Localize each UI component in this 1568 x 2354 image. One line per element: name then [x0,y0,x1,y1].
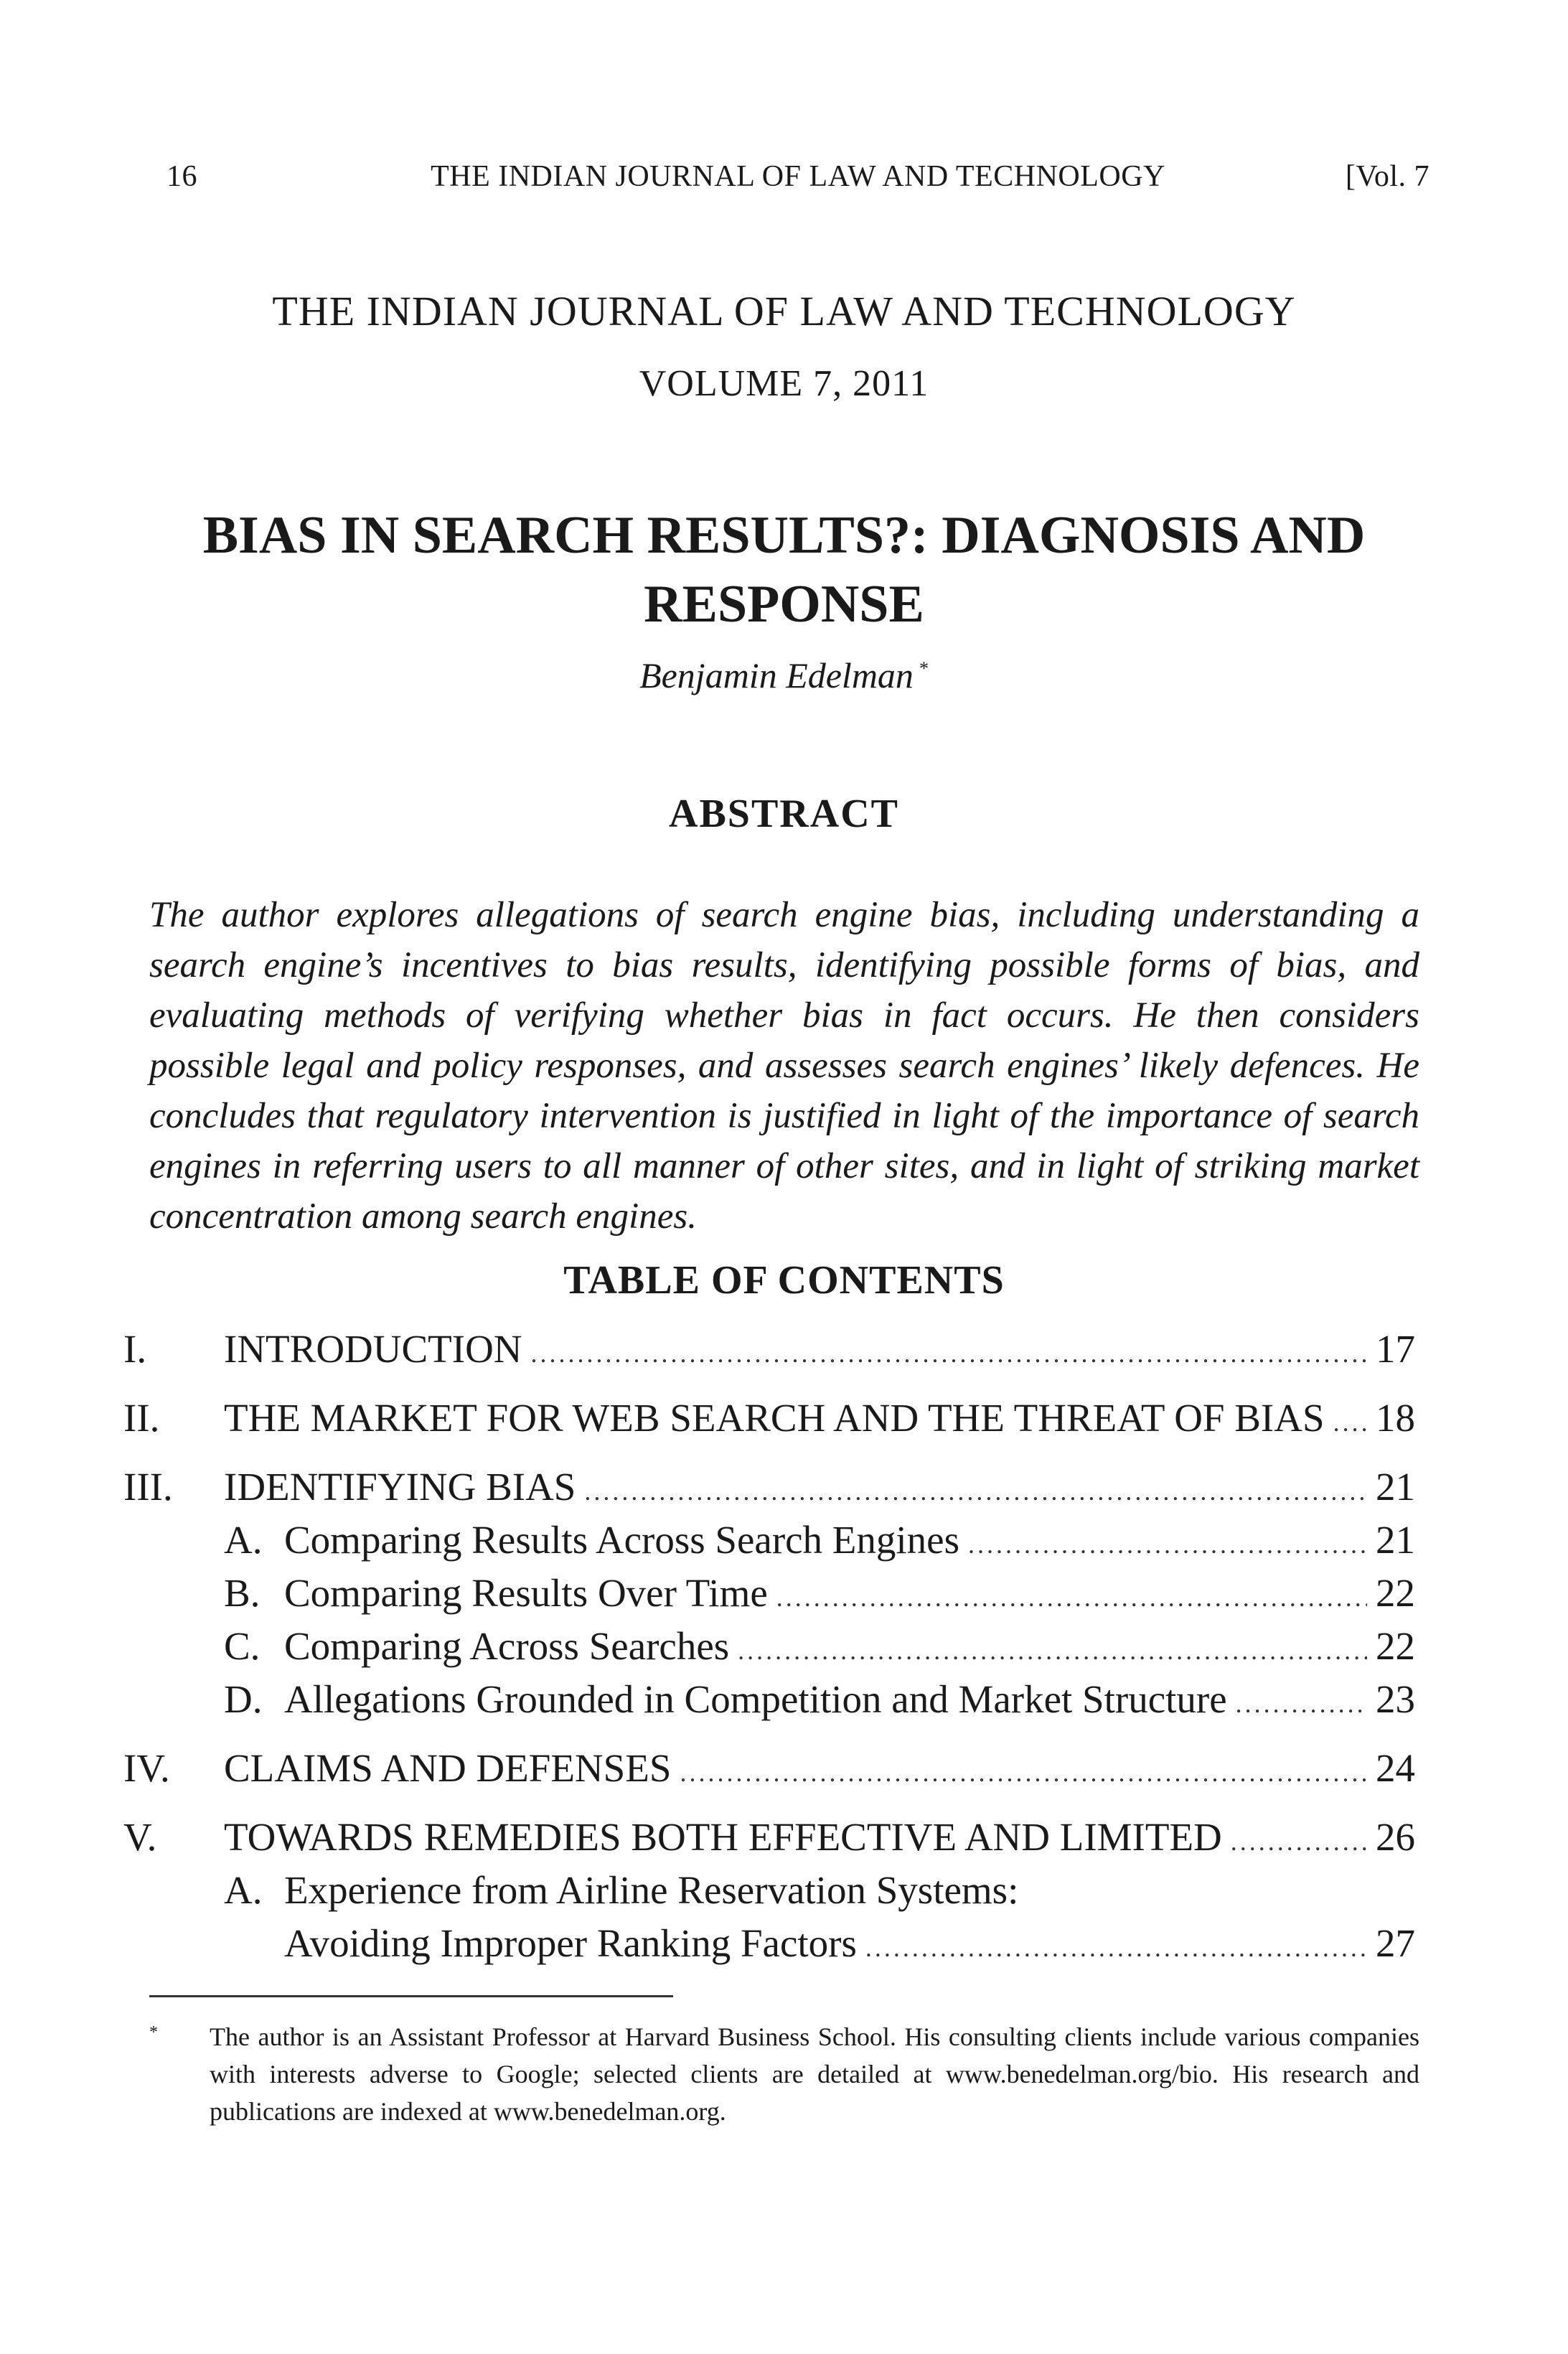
toc-entry-page: 24 [1376,1746,1415,1790]
toc-entry-allegations[interactable] [123,1677,1415,1730]
author-name: Benjamin Edelman [639,655,914,695]
author [0,655,1568,696]
toc-entry-label: Comparing Results Over Time [284,1571,768,1615]
toc-entry-number: II. [123,1396,160,1440]
toc-leader-dots [584,1476,1367,1506]
toc-entry-page: 27 [1376,1921,1415,1965]
toc-leader-dots [776,1582,1367,1613]
toc-entry-label: CLAIMS AND DEFENSES [224,1746,672,1790]
toc-entry-label: THE MARKET FOR WEB SEARCH AND THE THREAT OF BIAS [224,1396,1325,1440]
toc-entry-page: 23 [1376,1677,1415,1721]
toc-leader-dots [968,1529,1367,1560]
article-title-line-1: BIAS IN SEARCH RESULTS?: DIAGNOSIS AND [202,506,1366,565]
toc-entry-claims-defenses[interactable] [123,1745,1415,1799]
toc-entry-letter: A. [224,1868,263,1912]
toc-leader-dots [1236,1689,1367,1719]
toc-entry-page: 17 [1376,1327,1415,1371]
toc-entry-market[interactable] [123,1395,1415,1448]
toc-entry-number: IV. [123,1746,170,1790]
toc-entry-page: 18 [1376,1396,1415,1440]
running-header [166,159,1429,202]
toc-entry-letter: A. [224,1518,263,1562]
article-title [0,501,1568,639]
toc-entry-label: Allegations Grounded in Competition and Market Structure [284,1677,1227,1721]
toc-entry-label-line-2: Avoiding Improper Ranking Factors [284,1921,857,1965]
toc-entry-label-line-1: Experience from Airline Reservation Systems: [284,1868,1019,1912]
toc-entry-airline-systems[interactable] [123,1867,1415,1921]
toc-entry-number: III. [123,1465,173,1509]
article-title-line-2: RESPONSE [644,575,924,634]
abstract-heading: ABSTRACT [669,792,899,836]
toc-entry-identifying-bias[interactable] [123,1464,1415,1517]
toc-entry-letter: B. [224,1571,260,1615]
table-of-contents [123,1326,1415,1974]
toc-leader-dots [1333,1407,1367,1438]
toc-entry-letter: D. [224,1677,263,1721]
toc-entry-label: Comparing Across Searches [284,1624,730,1668]
footnote-mark: * [149,2023,158,2042]
toc-leader-dots [865,1933,1367,1963]
page-number: 16 [166,160,197,193]
journal-title: THE INDIAN JOURNAL OF LAW AND TECHNOLOGY [272,288,1296,334]
toc-entry-label: IDENTIFYING BIAS [224,1465,576,1509]
toc-leader-dots [1231,1827,1367,1857]
toc-leader-dots [680,1758,1367,1788]
toc-entry-comparing-engines[interactable] [123,1517,1415,1570]
toc-entry-label: INTRODUCTION [224,1327,522,1371]
toc-entry-letter: C. [224,1624,260,1668]
footnote-rule [149,1995,673,1997]
toc-entry-label: TOWARDS REMEDIES BOTH EFFECTIVE AND LIMITED [224,1815,1222,1859]
toc-leader-dots [531,1338,1367,1369]
toc-entry-towards-remedies[interactable] [123,1814,1415,1867]
author-footnote-mark[interactable]: * [919,658,929,680]
running-header-volume: [Vol. 7 [1345,160,1429,193]
toc-entry-number: V. [123,1815,157,1859]
toc-entry-airline-systems-continued[interactable] [123,1921,1415,1974]
toc-leader-dots [738,1636,1367,1666]
running-header-journal: THE INDIAN JOURNAL OF LAW AND TECHNOLOGY [431,160,1165,193]
toc-entry-page: 21 [1376,1465,1415,1509]
volume-line: VOLUME 7, 2011 [639,363,929,404]
toc-entry-page: 22 [1376,1624,1415,1668]
abstract-text: The author explores allegations of search engine bias, including understanding a search engine’s incentives to bias results, identifying possible forms of bias, and evaluating methods of verifying whether bias in fact occurs. He then considers possible legal and policy responses, and assesses search engines’ likely defences. He concludes that regulatory intervention is justified in light of the importance of search engines in referring users to all manner of other sites, and in light of striking market concentration among search engines. [149,895,1419,1237]
toc-heading: TABLE OF CONTENTS [563,1258,1005,1303]
footnote-text: The author is an Assistant Professor at Harvard Business School. His consulting clients include various companies with interests adverse to Google; selected clients are detailed at www.benedelman.org/bio. His research and publications are indexed at www.benedelman.org. [210,2022,1419,2126]
toc-entry-label: Comparing Results Across Search Engines [284,1518,959,1562]
toc-entry-page: 22 [1376,1571,1415,1615]
toc-entry-page: 26 [1376,1815,1415,1859]
toc-entry-comparing-time[interactable] [123,1570,1415,1623]
toc-entry-comparing-searches[interactable] [123,1623,1415,1677]
toc-entry-introduction[interactable] [123,1326,1415,1379]
toc-entry-page: 21 [1376,1518,1415,1562]
footnote [149,2018,1419,2130]
toc-entry-number: I. [123,1327,147,1371]
